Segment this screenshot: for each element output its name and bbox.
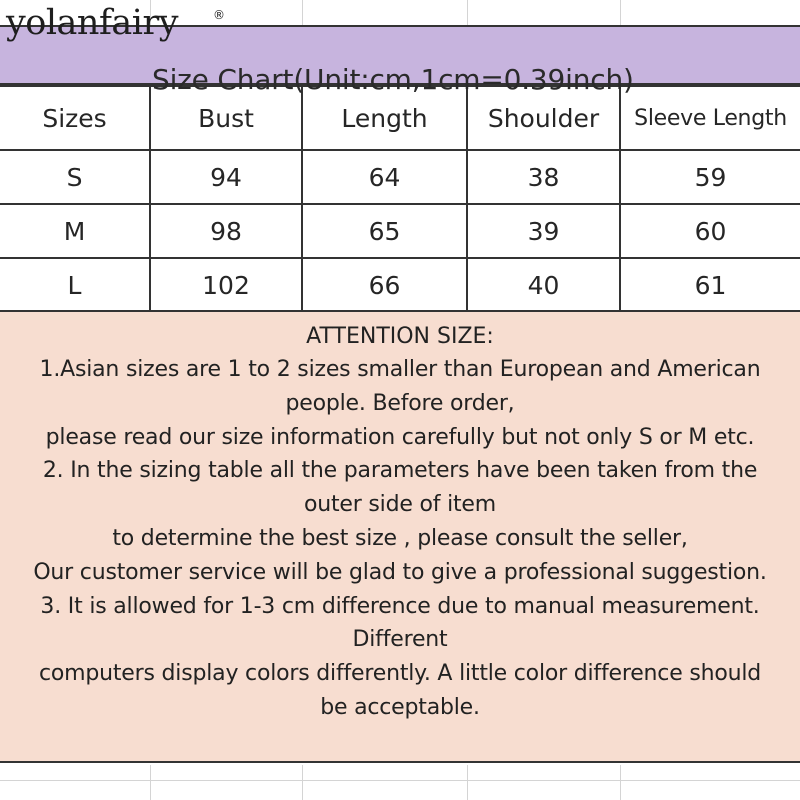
cell-length: 65 (302, 204, 467, 258)
notice-line: to determine the best size , please consult the seller, (112, 525, 688, 551)
attention-notice (0, 310, 800, 763)
notice-line: Our customer service will be glad to give a professional suggestion. (33, 559, 767, 585)
notice-line: people. Before order, (285, 390, 515, 416)
cell-size: S (0, 150, 150, 204)
notice-line: 3. It is allowed for 1-3 cm difference due to manual measurement. (40, 593, 760, 619)
cell-shoulder: 38 (467, 150, 620, 204)
cell-bust: 98 (150, 204, 302, 258)
page-title: Size Chart(Unit:cm,1cm=0.39inch) (152, 63, 634, 96)
cell-bust: 94 (150, 150, 302, 204)
sheet-gridline (620, 0, 621, 25)
notice-line: computers display colors differently. A little color difference should (38, 661, 762, 687)
header-bust: Bust (150, 86, 302, 150)
table-row (0, 204, 800, 258)
notice-line: please read our size information carefully but not only S or M etc. (45, 424, 755, 450)
header-sleeve-length: Sleeve Length (620, 86, 800, 150)
notice-line: be acceptable. (320, 694, 480, 720)
cell-shoulder: 39 (467, 204, 620, 258)
cell-shoulder: 40 (467, 258, 620, 312)
cell-bust: 102 (150, 258, 302, 312)
brand-logo: yolanfairy (6, 3, 178, 43)
notice-line: Different (352, 627, 448, 653)
header-shoulder: Shoulder (467, 86, 620, 150)
sheet-gridline (302, 0, 303, 25)
size-table (0, 85, 800, 313)
cell-sleeve-length: 59 (620, 150, 800, 204)
notice-title: ATTENTION SIZE: (306, 324, 494, 349)
header-sizes: Sizes (0, 86, 150, 150)
sheet-gridline (302, 765, 303, 800)
registered-mark: ® (213, 8, 225, 22)
sheet-gridline (467, 765, 468, 800)
sheet-gridline (467, 0, 468, 25)
table-row (0, 258, 800, 312)
cell-sleeve-length: 60 (620, 204, 800, 258)
sheet-gridline (620, 765, 621, 800)
notice-line: outer side of item (304, 492, 496, 518)
notice-line: 1.Asian sizes are 1 to 2 sizes smaller than European and American (39, 357, 761, 382)
cell-length: 64 (302, 150, 467, 204)
sheet-gridline (150, 765, 151, 800)
table-row (0, 150, 800, 204)
cell-size: M (0, 204, 150, 258)
header-length: Length (302, 86, 467, 150)
cell-size: L (0, 258, 150, 312)
cell-length: 66 (302, 258, 467, 312)
cell-sleeve-length: 61 (620, 258, 800, 312)
notice-line: 2. In the sizing table all the parameters have been taken from the (42, 458, 758, 484)
sheet-gridline (0, 780, 800, 781)
